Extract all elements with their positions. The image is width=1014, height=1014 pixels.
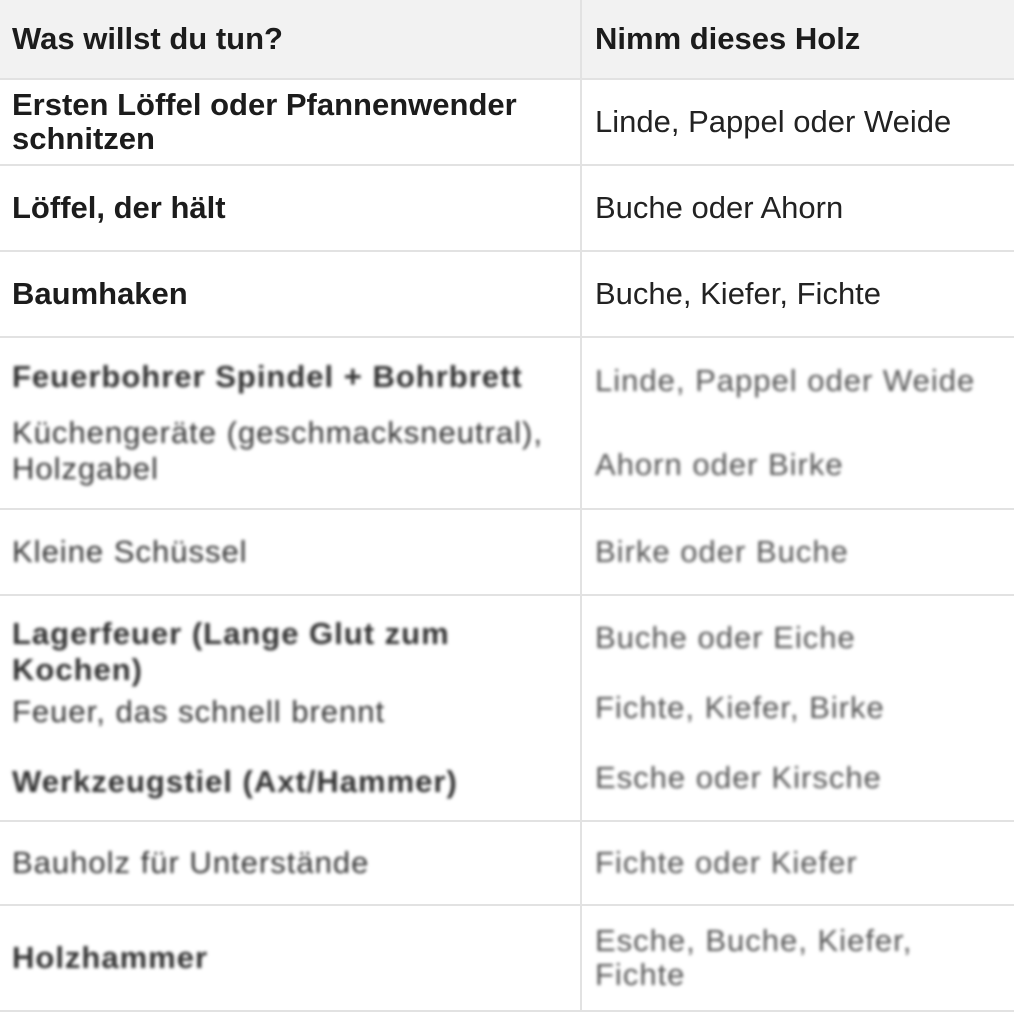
task-text: Werkzeugstiel (Axt/Hammer) [12, 764, 458, 799]
task-text: Feuerbohrer Spindel + Bohrbrett [12, 359, 523, 394]
task-cell: Baumhaken [0, 251, 581, 337]
task-text: Lagerfeuer (Lange Glut zum Kochen) [12, 616, 450, 687]
wood-cell [581, 337, 1014, 509]
task-cell [0, 595, 581, 821]
wood-text: Linde, Pappel oder Weide [595, 363, 976, 398]
table-header-row [0, 0, 1014, 79]
wood-cell: Linde, Pappel oder Weide [581, 79, 1014, 165]
task-cell: Ersten Löffel oder Pfannenwender schnitzen [0, 79, 581, 165]
task-cell [0, 337, 581, 509]
wood-cell: Fichte oder Kiefer [581, 821, 1014, 905]
table-row [0, 821, 1014, 905]
wood-text: Fichte, Kiefer, Birke [595, 690, 885, 725]
table-row [0, 79, 1014, 165]
task-cell: Bauholz für Unterstände [0, 821, 581, 905]
table-row [0, 509, 1014, 595]
wood-cell [581, 595, 1014, 821]
header-wood: Nimm dieses Holz [581, 0, 1014, 79]
wood-cell: Esche, Buche, Kiefer, Fichte [581, 905, 1014, 1011]
table-row [0, 337, 1014, 509]
wood-text: Esche oder Kirsche [595, 760, 882, 795]
task-cell: Holzhammer [0, 905, 581, 1011]
header-task: Was willst du tun? [0, 0, 581, 79]
table-row [0, 251, 1014, 337]
task-cell: Löffel, der hält [0, 165, 581, 251]
task-text: Küchengeräte (geschmacksneutral), Holzgabel [12, 415, 543, 486]
wood-cell: Buche oder Ahorn [581, 165, 1014, 251]
wood-text: Buche oder Eiche [595, 620, 856, 655]
table-row [0, 905, 1014, 1011]
task-text: Feuer, das schnell brennt [12, 694, 386, 729]
wood-text: Ahorn oder Birke [595, 447, 844, 482]
table-row [0, 595, 1014, 821]
task-cell: Kleine Schüssel [0, 509, 581, 595]
wood-cell: Buche, Kiefer, Fichte [581, 251, 1014, 337]
table-row [0, 165, 1014, 251]
wood-cell: Birke oder Buche [581, 509, 1014, 595]
